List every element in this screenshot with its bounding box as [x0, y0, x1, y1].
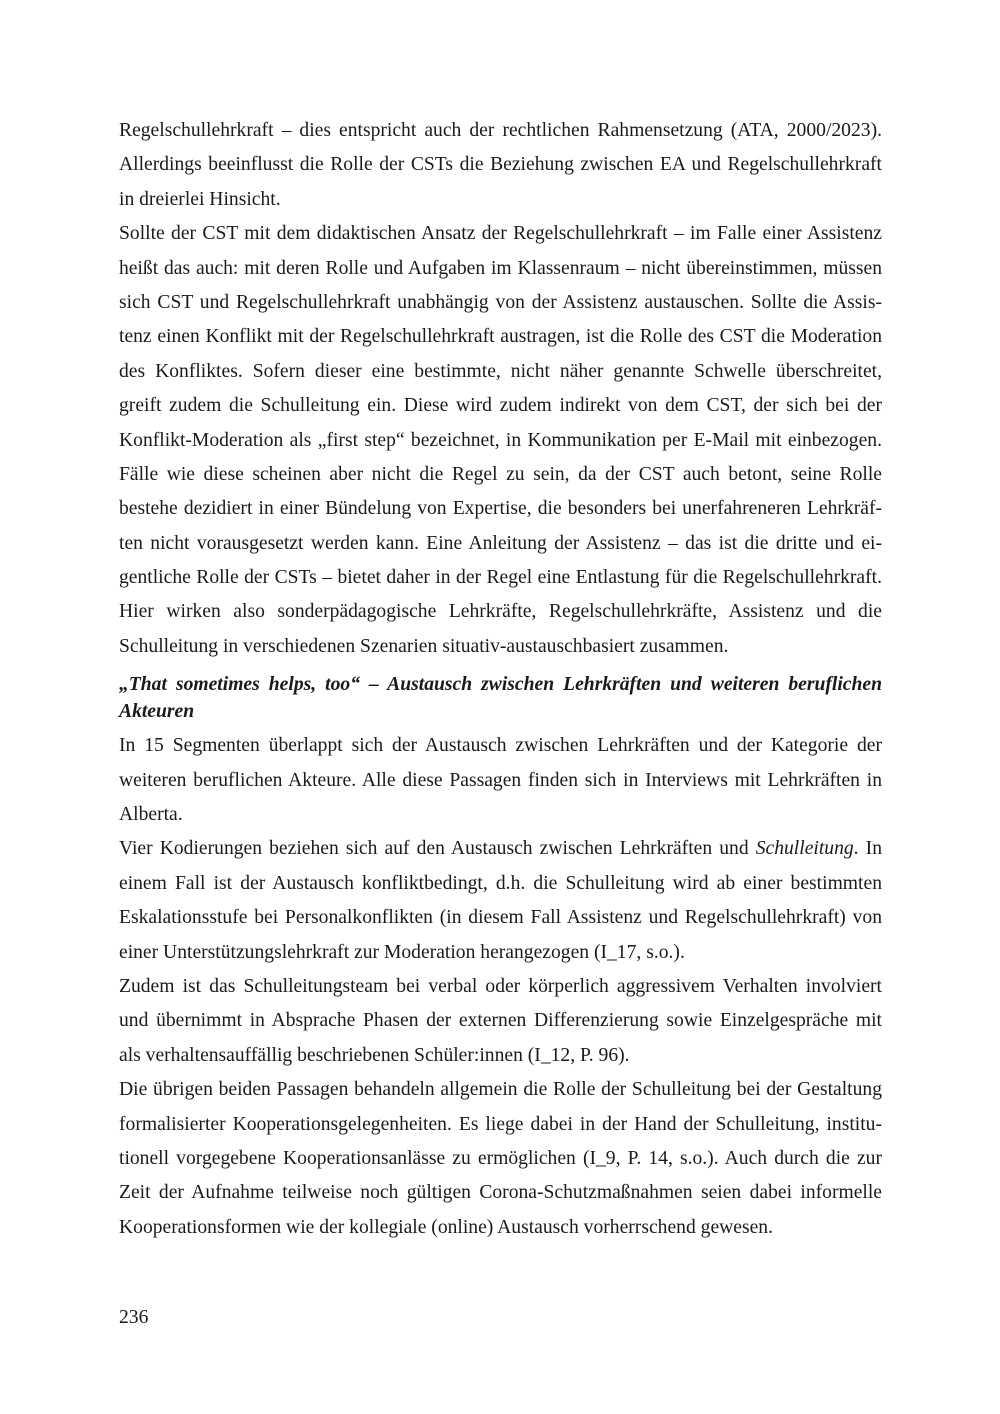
text-line: Zeit der Aufnahme teilweise noch gültigen Corona-Schutzmaßnahmen seien dabei informelle	[119, 1182, 882, 1204]
text-line: Konflikt-Moderation als „first step“ bezeichnet, in Kommunikation per E-Mail mit einbezogen.	[119, 429, 882, 451]
text-line: Allerdings beeinflusst die Rolle der CSTs die Beziehung zwischen EA und Regelschullehrkraft	[119, 154, 882, 176]
text-line	[119, 832, 882, 866]
emphasis-text: Schulleitung	[755, 838, 854, 860]
text-line: tionell vorgegebene Kooperationsanlässe zu ermöglichen (I_9, P. 14, s.o.). Auch durch die zur	[119, 1147, 882, 1169]
heading-line: Akteuren	[119, 701, 195, 723]
text-line: bestehe dezidiert in einer Bündelung von Expertise, die besonders bei unerfahreneren Lehrkräf-	[119, 498, 882, 520]
text-line: ten nicht vorausgesetzt werden kann. Eine Anleitung der Assistenz – das ist die dritte und ei-	[119, 532, 882, 554]
text-run: Vier Kodierungen beziehen sich auf den Austausch zwischen Lehrkräften und	[119, 838, 756, 860]
paragraph	[119, 217, 882, 664]
text-line: sich CST und Regelschullehrkraft unabhängig von der Assistenz austauschen. Sollte die Assis-	[119, 291, 882, 313]
paragraph	[119, 114, 882, 217]
text-line: heißt das auch: mit deren Rolle und Aufgaben im Klassenraum – nicht übereinstimmen, müssen	[119, 257, 882, 279]
text-line: weiteren beruflichen Akteure. Alle diese Passagen finden sich in Interviews mit Lehrkräften in	[119, 769, 882, 791]
text-line: Fälle wie diese scheinen aber nicht die Regel zu sein, da der CST auch betont, seine Rolle	[119, 463, 882, 485]
section-heading	[119, 671, 882, 725]
text-line: Sollte der CST mit dem didaktischen Ansatz der Regelschullehrkraft – im Falle einer Assistenz	[119, 223, 882, 245]
text-line: Regelschullehrkraft – dies entspricht auch der rechtlichen Rahmensetzung (ATA, 2000/2023).	[119, 120, 882, 141]
text-line: Eskalationsstufe bei Personalkonflikten (in diesem Fall Assistenz und Regelschullehrkraft) von	[119, 907, 882, 929]
text-run: . In	[853, 838, 882, 860]
paragraph	[119, 729, 882, 832]
text-line: Alberta.	[119, 804, 183, 826]
text-line: des Konfliktes. Sofern dieser eine bestimmte, nicht näher genannte Schwelle überschreitet,	[119, 360, 882, 382]
text-line: formalisierter Kooperationsgelegenheiten. Es liege dabei in der Hand der Schulleitung, institu-	[119, 1113, 882, 1135]
text-line: und übernimmt in Absprache Phasen der externen Differenzierung sowie Einzelgespräche mit	[119, 1010, 882, 1032]
text-line: Kooperationsformen wie der kollegiale (online) Austausch vorherrschend gewesen.	[119, 1216, 773, 1238]
text-line: tenz einen Konflikt mit der Regelschullehrkraft austragen, ist die Rolle des CST die Moderation	[119, 326, 882, 348]
text-line: Die übrigen beiden Passagen behandeln allgemein die Rolle der Schulleitung bei der Gestaltung	[119, 1079, 882, 1101]
text-line: in dreierlei Hinsicht.	[119, 188, 281, 210]
paragraph	[119, 832, 882, 970]
text-line: greift zudem die Schulleitung ein. Diese wird zudem indirekt von dem CST, der sich bei der	[119, 395, 882, 417]
text-line: In 15 Segmenten überlappt sich der Austausch zwischen Lehrkräften und der Kategorie der	[119, 735, 882, 757]
page-body	[119, 114, 882, 1245]
page-number: 236	[119, 1307, 149, 1328]
text-line: Zudem ist das Schulleitungsteam bei verbal oder körperlich aggressivem Verhalten involviert	[119, 975, 882, 997]
heading-line: „That sometimes helps, too“ – Austausch zwischen Lehrkräften und weiteren beruflichen	[119, 674, 882, 696]
text-line: als verhaltensauffällig beschriebenen Schüler:innen (I_12, P. 96).	[119, 1044, 630, 1066]
text-line: Hier wirken also sonderpädagogische Lehrkräfte, Regelschullehrkräfte, Assistenz und die	[119, 601, 882, 623]
text-line: einer Unterstützungslehrkraft zur Moderation herangezogen (I_17, s.o.).	[119, 941, 685, 963]
text-line: einem Fall ist der Austausch konfliktbedingt, d.h. die Schulleitung wird ab einer bestimmten	[119, 872, 882, 894]
text-line: Schulleitung in verschiedenen Szenarien situativ-austauschbasiert zusammen.	[119, 635, 729, 657]
text-line: gentliche Rolle der CSTs – bietet daher in der Regel eine Entlastung für die Regelschullehrkraft.	[119, 567, 882, 589]
paragraph	[119, 970, 882, 1073]
paragraph	[119, 1073, 882, 1245]
